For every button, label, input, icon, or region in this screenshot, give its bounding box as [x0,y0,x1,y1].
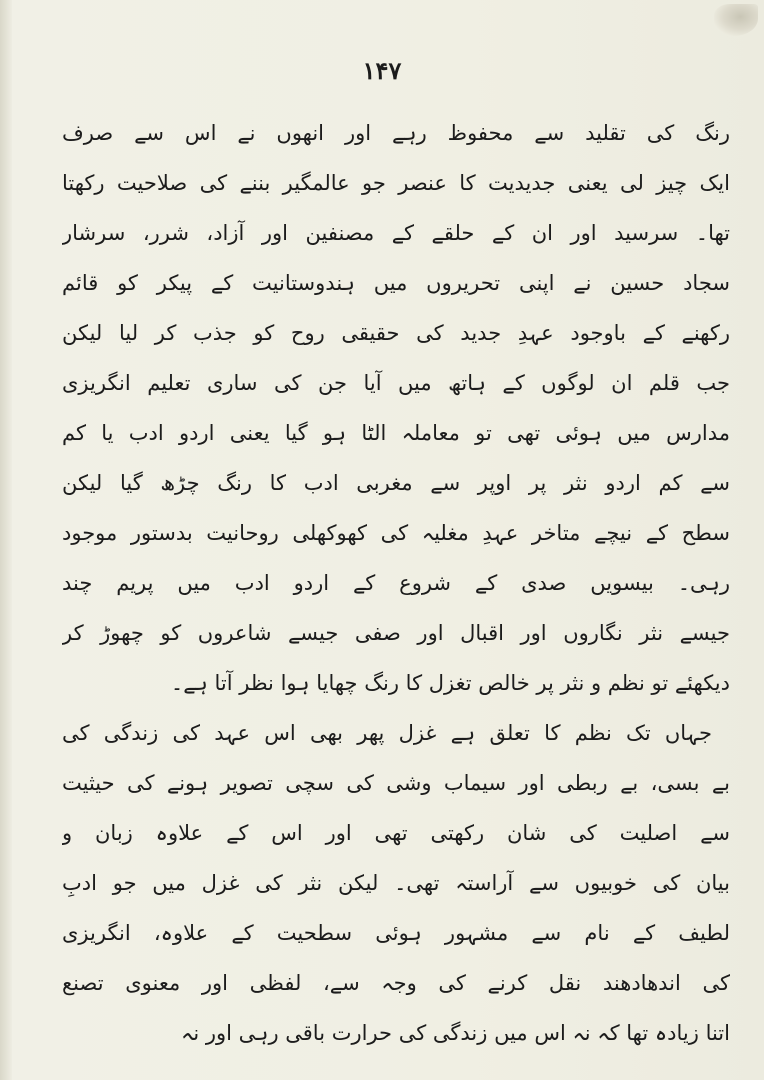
text-line: تھا۔ سرسید اور ان کے حلقے کے مصنفین اور آزاد، شرر، سرشار [62,221,730,245]
text-line: جب قلم ان لوگوں کے ہاتھ میں آیا جن کی ساری تعلیم انگریزی [62,371,730,395]
text-line: مدارس میں ہوئی تھی تو معاملہ الٹا ہو گیا یعنی اردو ادب یا کم [62,421,730,445]
text-line: رہی۔ بیسویں صدی کے شروع کے اردو ادب میں پریم چند [62,571,730,595]
text-line: جیسے نثر نگاروں اور اقبال اور صفی جیسے شاعروں کو چھوڑ کر [62,621,730,645]
text-line: لطیف کے نام سے مشہور ہوئی سطحیت کے علاوہ، انگریزی [62,921,730,945]
page-edge-shadow [0,0,12,1080]
text-line: سطح کے نیچے متاخر عہدِ مغلیہ کی کھوکھلی روحانیت بدستور موجود [62,521,730,545]
text-line: بے بسی، بے ربطی اور سیماب وشی کی سچی تصویر ہونے کی حیثیت [62,771,730,795]
text-line: ایک چیز لی یعنی جدیدیت کا عنصر جو عالمگیر بننے کی صلاحیت رکھتا [62,171,730,195]
text-line: اتنا زیادہ تھا کہ نہ اس میں زندگی کی حرارت باقی رہی اور نہ [181,1021,730,1045]
text-line: رنگ کی تقلید سے محفوظ رہے اور انھوں نے اس سے صرف [62,121,730,145]
text-line: سے کم اردو نثر پر اوپر سے مغربی ادب کا رنگ چڑھ گیا لیکن [62,471,730,495]
corner-stain [714,4,758,36]
text-line: کی اندھادھند نقل کرنے کی وجہ سے، لفظی اور معنوی تصنع [62,971,730,995]
text-line: رکھنے کے باوجود عہدِ جدید کی حقیقی روح کو جذب کر لیا لیکن [62,321,730,345]
text-line: جہاں تک نظم کا تعلق ہے غزل پھر بھی اس عہد کی زندگی کی [62,721,712,745]
text-line: سے اصلیت کی شان رکھتی تھی اور اس کے علاوہ زبان و [62,821,730,845]
page-number: ۱۴۷ [362,56,402,85]
text-line: دیکھئے تو نظم و نثر پر خالص تغزل کا رنگ چھایا ہوا نظر آتا ہے۔ [170,671,730,695]
body-text [62,108,730,1058]
text-line: بیان کی خوبیوں سے آراستہ تھی۔ لیکن نثر کی غزل میں جو ادبِ [62,871,730,895]
text-line: سجاد حسین نے اپنی تحریروں میں ہندوستانیت کے پیکر کو قائم [62,271,730,295]
